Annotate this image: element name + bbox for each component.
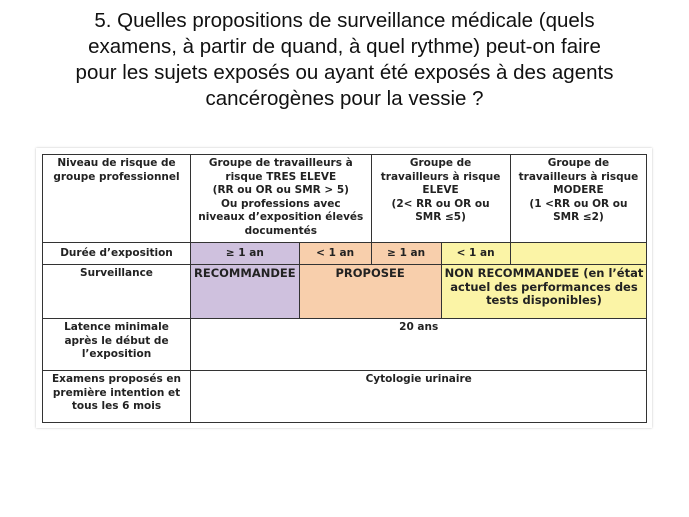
examens-label-line: Examens proposés en	[52, 373, 181, 385]
slide-title	[20, 8, 669, 112]
examens-label-line: tous les 6 mois	[71, 400, 162, 412]
title-line-4: cancérogènes pour la vessie ?	[205, 87, 484, 110]
header-col2-line: Groupe de	[409, 157, 472, 169]
header-risk-level	[43, 155, 191, 243]
latence-label	[43, 319, 191, 371]
duree-eleve-ge1: ≥ 1 an	[371, 243, 441, 265]
header-col0-line: Niveau de risque de	[57, 157, 176, 169]
duree-tres-eleve-lt1: < 1 an	[299, 243, 371, 265]
header-col2-line: (2< RR ou OR ou	[391, 197, 490, 210]
duree-label: Durée d’exposition	[43, 243, 191, 265]
surveillance-non-recommandee	[441, 265, 647, 319]
duree-row	[43, 243, 647, 265]
title-line-2: examens, à partir de quand, à quel rythme) peut-on faire	[88, 35, 601, 58]
header-col1-line: Ou professions avec	[220, 197, 341, 210]
examens-label-line: première intention et	[52, 386, 181, 399]
surveillance-recommandee: RECOMMANDEE	[191, 265, 300, 319]
surveillance-table-frame	[36, 148, 652, 428]
header-col3-line: (1 <RR ou OR ou	[529, 197, 628, 210]
examens-label	[43, 371, 191, 423]
header-col0-line: groupe professionnel	[53, 170, 180, 183]
header-tres-eleve	[191, 155, 372, 243]
non-recommandee-line: NON RECOMMANDEE (en l’état	[444, 266, 644, 280]
header-col1-line: documentés	[244, 224, 317, 237]
header-row	[43, 155, 647, 243]
latence-label-line: l’exposition	[81, 348, 152, 360]
header-col3-line: Groupe de	[547, 157, 610, 169]
header-col2-line: SMR ≤5)	[415, 211, 466, 223]
header-eleve	[371, 155, 510, 243]
header-col2-line: ELEVE	[422, 184, 459, 196]
title-line-1: 5. Quelles propositions de surveillance médicale (quels	[94, 9, 595, 32]
header-col3-line: SMR ≤2)	[553, 211, 604, 223]
surveillance-table	[42, 154, 647, 423]
header-col1-line: Groupe de travailleurs à	[208, 157, 353, 169]
header-modere	[510, 155, 647, 243]
non-recommandee-line: tests disponibles)	[486, 293, 602, 307]
latence-label-line: après le début de	[64, 334, 169, 347]
duree-eleve-lt1: < 1 an	[441, 243, 510, 265]
header-col2-line: travailleurs à risque	[380, 170, 501, 183]
duree-tres-eleve-ge1: ≥ 1 an	[191, 243, 300, 265]
latence-row	[43, 319, 647, 371]
header-col3-line: travailleurs à risque	[518, 170, 639, 183]
examens-row	[43, 371, 647, 423]
latence-label-line: Latence minimale	[64, 321, 169, 333]
header-col1-line: risque TRES ELEVE	[225, 170, 337, 183]
title-line-3: pour les sujets exposés ou ayant été exposés à des agents	[75, 61, 614, 84]
header-col1-line: niveaux d’exposition élevés	[198, 211, 364, 223]
surveillance-proposee: PROPOSEE	[299, 265, 441, 319]
duree-modere	[510, 243, 647, 265]
examens-value: Cytologie urinaire	[191, 371, 647, 423]
header-col3-line: MODERE	[553, 184, 604, 196]
surveillance-row	[43, 265, 647, 319]
header-col1-line: (RR ou OR ou SMR > 5)	[212, 184, 349, 196]
latence-value: 20 ans	[191, 319, 647, 371]
surveillance-label: Surveillance	[43, 265, 191, 319]
non-recommandee-line: actuel des performances des	[450, 279, 638, 294]
